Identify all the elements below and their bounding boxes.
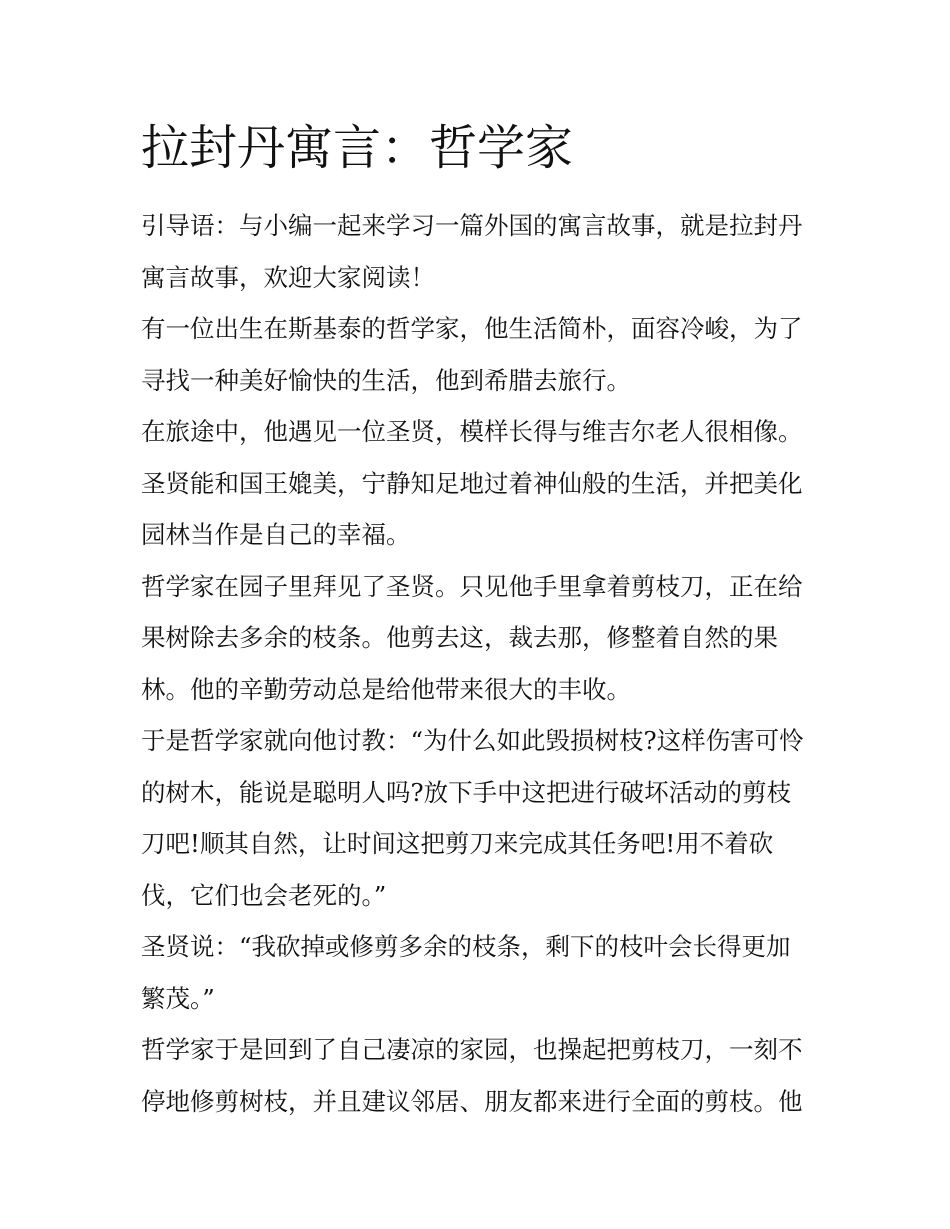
text-line: 林。他的辛勤劳动总是给他带来很大的丰收。 — [141, 674, 631, 704]
text-line: 寓言故事，欢迎大家阅读！ — [141, 262, 435, 292]
paragraph — [141, 921, 821, 1024]
document-body — [141, 200, 821, 1127]
paragraph — [141, 715, 821, 921]
text-line: 哲学家在园子里拜见了圣贤。只见他手里拿着剪枝刀，正在给 — [141, 571, 803, 601]
text-line: 圣贤说：“我砍掉或修剪多余的枝条，剩下的枝叶会长得更加 — [141, 932, 791, 961]
paragraph — [141, 1024, 821, 1127]
text-line: 繁茂。” — [141, 983, 215, 1013]
paragraph-intro — [141, 200, 821, 303]
text-line: 刀吧!顺其自然，让时间这把剪刀来完成其任务吧!用不着砍 — [141, 829, 774, 858]
text-line: 圣贤能和国王媲美，宁静知足地过着神仙般的生活，并把美化 — [141, 468, 803, 498]
page-title: 拉封丹寓言：哲学家 — [141, 120, 574, 176]
paragraph — [141, 406, 821, 561]
text-line: 果树除去多余的枝条。他剪去这，裁去那，修整着自然的果 — [141, 623, 778, 652]
text-line: 寻找一种美好愉快的生活，他到希腊去旅行。 — [141, 365, 631, 395]
text-line: 在旅途中，他遇见一位圣贤，模样长得与维吉尔老人很相像。 — [141, 417, 803, 446]
text-line: 引导语：与小编一起来学习一篇外国的寓言故事，就是拉封丹 — [141, 211, 803, 240]
text-line: 于是哲学家就向他讨教：“为什么如此毁损树枝?这样伤害可怜 — [141, 726, 804, 755]
document-page — [141, 112, 821, 1127]
text-line: 停地修剪树枝，并且建议邻居、朋友都来进行全面的剪枝。他 — [141, 1086, 803, 1116]
paragraph — [141, 561, 821, 716]
text-line: 园林当作是自己的幸福。 — [141, 520, 411, 549]
text-line: 伐，它们也会老死的。” — [141, 880, 387, 910]
paragraph — [141, 303, 821, 406]
text-line: 的树木，能说是聪明人吗?放下手中这把进行破坏活动的剪枝 — [141, 777, 792, 807]
text-line: 有一位出生在斯基泰的哲学家，他生活简朴，面容冷峻，为了 — [141, 314, 803, 343]
text-line: 哲学家于是回到了自己凄凉的家园，也操起把剪枝刀，一刻不 — [141, 1035, 803, 1064]
